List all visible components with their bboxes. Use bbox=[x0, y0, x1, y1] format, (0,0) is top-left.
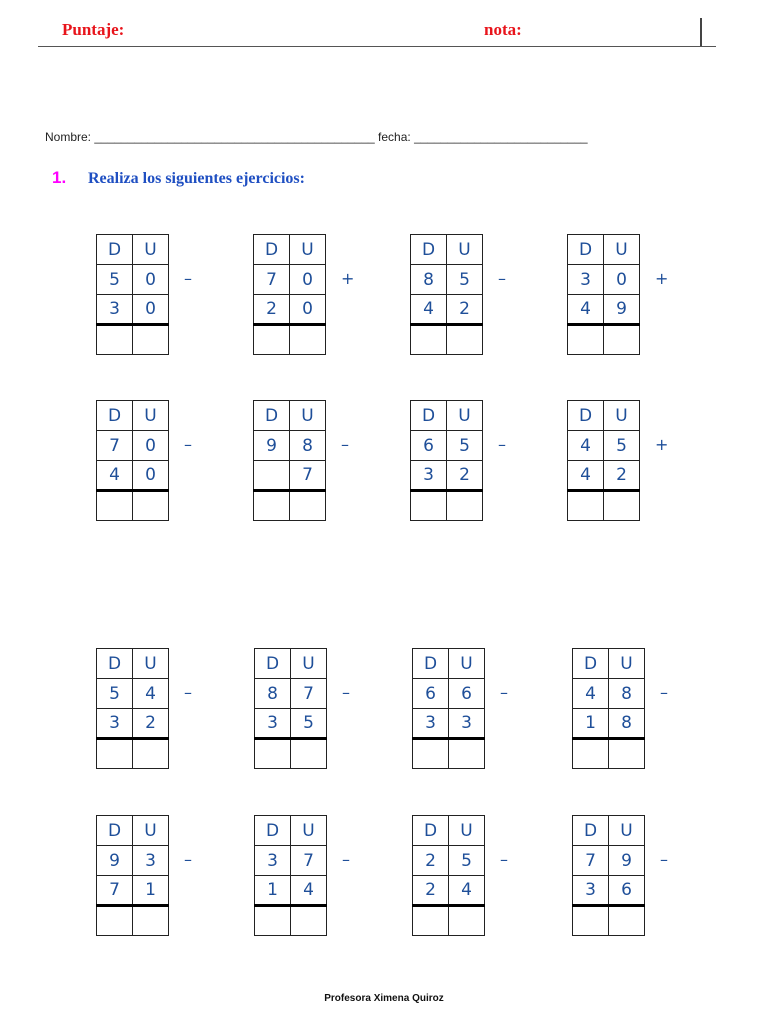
first-tens: 5 bbox=[97, 679, 133, 709]
exercise-14 bbox=[254, 815, 350, 936]
operator-sign: – bbox=[500, 683, 508, 702]
place-value-table bbox=[96, 648, 169, 769]
first-units: 8 bbox=[609, 679, 645, 709]
answer-tens-cell[interactable] bbox=[97, 491, 133, 521]
operator-sign: – bbox=[500, 850, 508, 869]
answer-units-cell[interactable] bbox=[133, 906, 169, 936]
exercise-4 bbox=[567, 234, 669, 355]
exercise-2 bbox=[253, 234, 355, 355]
second-tens: 1 bbox=[573, 709, 609, 739]
place-value-table bbox=[253, 400, 326, 521]
exercise-6 bbox=[253, 400, 349, 521]
first-tens: 8 bbox=[411, 265, 447, 295]
units-header: U bbox=[133, 816, 169, 846]
units-header: U bbox=[291, 649, 327, 679]
place-value-table bbox=[96, 234, 169, 355]
first-units: 6 bbox=[449, 679, 485, 709]
second-tens: 3 bbox=[97, 709, 133, 739]
first-tens: 9 bbox=[254, 431, 290, 461]
answer-units-cell[interactable] bbox=[291, 739, 327, 769]
first-units: 7 bbox=[291, 846, 327, 876]
units-header: U bbox=[291, 816, 327, 846]
date-field[interactable]: __________________________ bbox=[414, 130, 588, 144]
answer-tens-cell[interactable] bbox=[254, 491, 290, 521]
tens-header: D bbox=[413, 816, 449, 846]
operator-sign: – bbox=[498, 435, 506, 454]
units-header: U bbox=[604, 235, 640, 265]
exercise-13 bbox=[96, 815, 192, 936]
units-header: U bbox=[133, 649, 169, 679]
answer-tens-cell[interactable] bbox=[573, 739, 609, 769]
exercise-10 bbox=[254, 648, 350, 769]
first-units: 9 bbox=[609, 846, 645, 876]
second-units: 0 bbox=[133, 295, 169, 325]
tens-header: D bbox=[568, 235, 604, 265]
first-tens: 6 bbox=[413, 679, 449, 709]
second-units: 7 bbox=[290, 461, 326, 491]
answer-units-cell[interactable] bbox=[604, 491, 640, 521]
tens-header: D bbox=[411, 235, 447, 265]
operator-sign: + bbox=[341, 269, 355, 288]
exercise-15 bbox=[412, 815, 508, 936]
answer-tens-cell[interactable] bbox=[97, 906, 133, 936]
first-tens: 7 bbox=[573, 846, 609, 876]
header-rule bbox=[38, 46, 716, 47]
answer-tens-cell[interactable] bbox=[255, 906, 291, 936]
operator-sign: – bbox=[498, 269, 506, 288]
first-units: 0 bbox=[133, 265, 169, 295]
name-field[interactable]: __________________________________________ bbox=[94, 130, 375, 144]
units-header: U bbox=[133, 235, 169, 265]
first-units: 8 bbox=[290, 431, 326, 461]
answer-units-cell[interactable] bbox=[449, 739, 485, 769]
second-tens: 2 bbox=[254, 295, 290, 325]
place-value-table bbox=[412, 648, 485, 769]
first-tens: 2 bbox=[413, 846, 449, 876]
answer-units-cell[interactable] bbox=[604, 325, 640, 355]
answer-tens-cell[interactable] bbox=[255, 739, 291, 769]
first-tens: 3 bbox=[255, 846, 291, 876]
place-value-table bbox=[254, 815, 327, 936]
units-header: U bbox=[290, 235, 326, 265]
exercise-3 bbox=[410, 234, 506, 355]
place-value-table bbox=[572, 648, 645, 769]
units-header: U bbox=[604, 401, 640, 431]
answer-tens-cell[interactable] bbox=[413, 906, 449, 936]
tens-header: D bbox=[573, 649, 609, 679]
answer-tens-cell[interactable] bbox=[573, 906, 609, 936]
tens-header: D bbox=[254, 401, 290, 431]
answer-tens-cell[interactable] bbox=[411, 491, 447, 521]
operator-sign: – bbox=[342, 850, 350, 869]
units-header: U bbox=[290, 401, 326, 431]
date-label: fecha: bbox=[378, 130, 411, 144]
answer-tens-cell[interactable] bbox=[413, 739, 449, 769]
answer-units-cell[interactable] bbox=[133, 325, 169, 355]
first-tens: 7 bbox=[97, 431, 133, 461]
first-units: 5 bbox=[449, 846, 485, 876]
place-value-table bbox=[254, 648, 327, 769]
second-units: 2 bbox=[447, 295, 483, 325]
question-number: 1. bbox=[52, 168, 67, 187]
second-tens: 3 bbox=[411, 461, 447, 491]
exercise-7 bbox=[410, 400, 506, 521]
first-units: 5 bbox=[604, 431, 640, 461]
answer-units-cell[interactable] bbox=[133, 491, 169, 521]
first-tens: 8 bbox=[255, 679, 291, 709]
units-header: U bbox=[449, 816, 485, 846]
place-value-table bbox=[410, 234, 483, 355]
second-units: 6 bbox=[609, 876, 645, 906]
first-tens: 3 bbox=[568, 265, 604, 295]
first-units: 5 bbox=[447, 431, 483, 461]
second-tens: 4 bbox=[568, 461, 604, 491]
second-tens: 3 bbox=[573, 876, 609, 906]
answer-tens-cell[interactable] bbox=[97, 739, 133, 769]
tens-header: D bbox=[255, 816, 291, 846]
answer-tens-cell[interactable] bbox=[254, 325, 290, 355]
second-tens: 7 bbox=[97, 876, 133, 906]
first-units: 0 bbox=[604, 265, 640, 295]
tens-header: D bbox=[255, 649, 291, 679]
first-units: 7 bbox=[291, 679, 327, 709]
second-units: 5 bbox=[291, 709, 327, 739]
second-units: 3 bbox=[449, 709, 485, 739]
first-units: 0 bbox=[290, 265, 326, 295]
units-header: U bbox=[609, 649, 645, 679]
first-units: 5 bbox=[447, 265, 483, 295]
first-units: 4 bbox=[133, 679, 169, 709]
name-label: Nombre: bbox=[45, 130, 92, 144]
second-tens: 4 bbox=[411, 295, 447, 325]
exercise-11 bbox=[412, 648, 508, 769]
operator-sign: – bbox=[184, 683, 192, 702]
answer-units-cell[interactable] bbox=[290, 325, 326, 355]
second-tens bbox=[254, 461, 290, 491]
second-units: 2 bbox=[604, 461, 640, 491]
units-header: U bbox=[447, 401, 483, 431]
place-value-table bbox=[410, 400, 483, 521]
name-date-row bbox=[45, 130, 588, 144]
second-units: 9 bbox=[604, 295, 640, 325]
answer-tens-cell[interactable] bbox=[568, 491, 604, 521]
place-value-table bbox=[96, 815, 169, 936]
units-header: U bbox=[449, 649, 485, 679]
second-units: 0 bbox=[290, 295, 326, 325]
place-value-table bbox=[572, 815, 645, 936]
second-units: 4 bbox=[449, 876, 485, 906]
tens-header: D bbox=[411, 401, 447, 431]
units-header: U bbox=[447, 235, 483, 265]
answer-units-cell[interactable] bbox=[133, 739, 169, 769]
footer-author: Profesora Ximena Quiroz bbox=[324, 993, 444, 1004]
tens-header: D bbox=[97, 649, 133, 679]
second-units: 4 bbox=[291, 876, 327, 906]
answer-units-cell[interactable] bbox=[447, 491, 483, 521]
answer-tens-cell[interactable] bbox=[411, 325, 447, 355]
second-tens: 4 bbox=[568, 295, 604, 325]
exercise-9 bbox=[96, 648, 192, 769]
tens-header: D bbox=[573, 816, 609, 846]
operator-sign: – bbox=[341, 435, 349, 454]
second-tens: 2 bbox=[413, 876, 449, 906]
operator-sign: – bbox=[184, 850, 192, 869]
answer-units-cell[interactable] bbox=[449, 906, 485, 936]
second-tens: 3 bbox=[255, 709, 291, 739]
place-value-table bbox=[96, 400, 169, 521]
exercise-12 bbox=[572, 648, 668, 769]
answer-units-cell[interactable] bbox=[609, 739, 645, 769]
first-tens: 9 bbox=[97, 846, 133, 876]
answer-tens-cell[interactable] bbox=[97, 325, 133, 355]
answer-units-cell[interactable] bbox=[447, 325, 483, 355]
place-value-table bbox=[253, 234, 326, 355]
answer-units-cell[interactable] bbox=[609, 906, 645, 936]
answer-units-cell[interactable] bbox=[290, 491, 326, 521]
second-tens: 1 bbox=[255, 876, 291, 906]
operator-sign: + bbox=[655, 269, 669, 288]
operator-sign: + bbox=[655, 435, 669, 454]
operator-sign: – bbox=[184, 269, 192, 288]
second-tens: 4 bbox=[97, 461, 133, 491]
tens-header: D bbox=[97, 235, 133, 265]
tens-header: D bbox=[568, 401, 604, 431]
first-tens: 6 bbox=[411, 431, 447, 461]
second-tens: 3 bbox=[97, 295, 133, 325]
answer-tens-cell[interactable] bbox=[568, 325, 604, 355]
operator-sign: – bbox=[660, 850, 668, 869]
header-divider bbox=[700, 18, 702, 46]
exercise-8 bbox=[567, 400, 669, 521]
second-units: 8 bbox=[609, 709, 645, 739]
second-units: 1 bbox=[133, 876, 169, 906]
exercise-5 bbox=[96, 400, 192, 521]
second-units: 2 bbox=[133, 709, 169, 739]
place-value-table bbox=[567, 234, 640, 355]
units-header: U bbox=[133, 401, 169, 431]
first-tens: 4 bbox=[573, 679, 609, 709]
tens-header: D bbox=[97, 816, 133, 846]
first-tens: 4 bbox=[568, 431, 604, 461]
units-header: U bbox=[609, 816, 645, 846]
operator-sign: – bbox=[184, 435, 192, 454]
second-units: 0 bbox=[133, 461, 169, 491]
answer-units-cell[interactable] bbox=[291, 906, 327, 936]
first-units: 3 bbox=[133, 846, 169, 876]
place-value-table bbox=[567, 400, 640, 521]
second-tens: 3 bbox=[413, 709, 449, 739]
tens-header: D bbox=[97, 401, 133, 431]
exercise-1 bbox=[96, 234, 192, 355]
place-value-table bbox=[412, 815, 485, 936]
question-instruction: Realiza los siguientes ejercicios: bbox=[88, 170, 305, 187]
exercise-16 bbox=[572, 815, 668, 936]
score-label: Puntaje: bbox=[62, 20, 125, 39]
first-units: 0 bbox=[133, 431, 169, 461]
second-units: 2 bbox=[447, 461, 483, 491]
first-tens: 7 bbox=[254, 265, 290, 295]
tens-header: D bbox=[254, 235, 290, 265]
first-tens: 5 bbox=[97, 265, 133, 295]
tens-header: D bbox=[413, 649, 449, 679]
grade-label: nota: bbox=[484, 20, 522, 39]
operator-sign: – bbox=[342, 683, 350, 702]
operator-sign: – bbox=[660, 683, 668, 702]
